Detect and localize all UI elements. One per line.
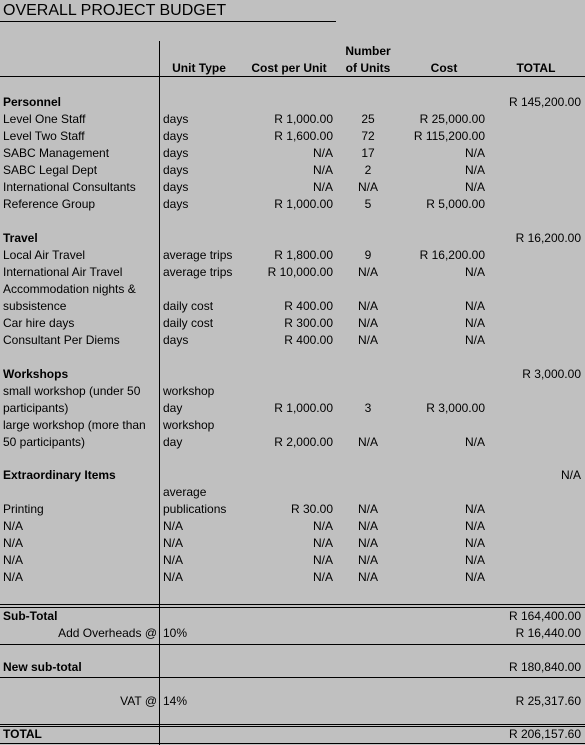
header-number-line2: of Units — [345, 61, 391, 75]
new-subtotal-value: R 180,840.00 — [508, 660, 581, 674]
workshops-row-number-of-units: 3 — [364, 401, 372, 415]
workshops-row-label: small workshop (under 50 — [3, 384, 141, 398]
personnel-row-cost-per-unit: N/A — [312, 146, 333, 160]
workshops-total: R 3,000.00 — [522, 367, 581, 381]
title-underline — [0, 21, 336, 22]
travel-row-label: Consultant Per Diems — [3, 333, 120, 347]
personnel-row-cost-per-unit: R 1,600.00 — [274, 129, 333, 143]
workshops-row-cost-per-unit: R 1,000.00 — [274, 401, 333, 415]
column-divider — [159, 41, 160, 745]
extraordinary-row-number-of-units: N/A — [357, 519, 378, 533]
personnel-row-label: Reference Group — [3, 197, 96, 211]
personnel-row-cost-per-unit: N/A — [312, 163, 333, 177]
travel-row-number-of-units: N/A — [357, 265, 378, 279]
extraordinary-row-label: N/A — [3, 553, 24, 567]
vat-rate: 14% — [163, 694, 188, 708]
travel-row-label: Accommodation nights & — [3, 282, 136, 296]
grand-total-value: R 206,157.60 — [508, 727, 581, 741]
personnel-row-cost: R 5,000.00 — [426, 197, 485, 211]
extraordinary-row-cost-per-unit: N/A — [312, 553, 333, 567]
personnel-row-label: International Consultants — [3, 180, 136, 194]
workshops-row-label: large workshop (more than — [3, 418, 146, 432]
extraordinary-row-unit: N/A — [163, 536, 184, 550]
extraordinary-row-cost: N/A — [464, 502, 485, 516]
header-total: TOTAL — [516, 61, 556, 75]
personnel-row-number-of-units: 2 — [364, 163, 372, 177]
new-subtotal-label: New sub-total — [3, 660, 82, 674]
travel-row-cost-per-unit: R 10,000.00 — [267, 265, 333, 279]
subtotal-value: R 164,400.00 — [508, 609, 581, 623]
travel-row-number-of-units: N/A — [357, 316, 378, 330]
personnel-row-unit: days — [163, 112, 189, 126]
extraordinary-row-number-of-units: N/A — [357, 536, 378, 550]
travel-row-unit: average trips — [163, 265, 233, 279]
header-unit-type: Unit Type — [172, 61, 226, 75]
extraordinary-row-cost: N/A — [464, 519, 485, 533]
personnel-row-number-of-units: 5 — [364, 197, 372, 211]
workshops-row-unit-cont: day — [163, 401, 183, 415]
extraordinary-row-label: N/A — [3, 536, 24, 550]
overheads-label: Add Overheads @ — [58, 626, 157, 640]
extraordinary-row-unit: N/A — [163, 570, 184, 584]
extraordinary-row-label: N/A — [3, 570, 24, 584]
workshops-row-unit: workshop — [163, 418, 215, 432]
extraordinary-heading: Extraordinary Items — [3, 468, 116, 482]
personnel-row-number-of-units: 25 — [361, 112, 375, 126]
personnel-row-unit: days — [163, 197, 189, 211]
travel-row-cost: N/A — [464, 265, 485, 279]
header-divider — [0, 76, 585, 77]
personnel-row-label: SABC Management — [3, 146, 110, 160]
personnel-row-unit: days — [163, 180, 189, 194]
personnel-row-cost: R 115,200.00 — [413, 129, 485, 143]
personnel-row-unit: days — [163, 146, 189, 160]
travel-row-number-of-units: 9 — [364, 248, 372, 262]
extraordinary-row-number-of-units: N/A — [357, 553, 378, 567]
header-cost-per-unit: Cost per Unit — [251, 61, 327, 75]
travel-row-number-of-units: N/A — [357, 299, 378, 313]
vat-value: R 25,317.60 — [515, 694, 581, 708]
travel-row-label: Local Air Travel — [3, 248, 86, 262]
personnel-row-cost-per-unit: R 1,000.00 — [274, 112, 333, 126]
travel-row-cost-per-unit: R 300.00 — [284, 316, 333, 330]
personnel-row-cost: N/A — [464, 146, 485, 160]
extraordinary-row-number-of-units: N/A — [357, 570, 378, 584]
workshops-row-cost: N/A — [464, 435, 485, 449]
extraordinary-row-cost: N/A — [464, 570, 485, 584]
personnel-row-label: Level Two Staff — [3, 129, 85, 143]
vat-divider-top — [0, 677, 585, 678]
extraordinary-row-label: Printing — [3, 502, 44, 516]
extraordinary-row-unit: N/A — [163, 553, 184, 567]
extraordinary-row-unit: N/A — [163, 519, 184, 533]
personnel-total: R 145,200.00 — [508, 95, 581, 109]
workshops-row-number-of-units: N/A — [357, 435, 378, 449]
total-divider-top-2 — [0, 726, 585, 727]
overheads-rate: 10% — [163, 626, 188, 640]
personnel-row-label: Level One Staff — [3, 112, 86, 126]
personnel-row-cost: N/A — [464, 180, 485, 194]
workshops-row-label-cont: 50 participants) — [3, 435, 86, 449]
personnel-row-unit: days — [163, 129, 189, 143]
total-divider-top — [0, 724, 585, 725]
workshops-row-cost-per-unit: R 2,000.00 — [274, 435, 333, 449]
personnel-row-number-of-units: 72 — [361, 129, 375, 143]
travel-row-cost: R 16,200.00 — [419, 248, 485, 262]
travel-heading: Travel — [3, 231, 38, 245]
personnel-row-number-of-units: 17 — [361, 146, 375, 160]
workshops-row-unit-cont: day — [163, 435, 183, 449]
personnel-row-cost: N/A — [464, 163, 485, 177]
subtotal-label: Sub-Total — [3, 609, 58, 623]
summary-divider-top — [0, 604, 585, 605]
personnel-row-cost: R 25,000.00 — [419, 112, 485, 126]
travel-row-label: Car hire days — [3, 316, 75, 330]
grand-total-label: TOTAL — [3, 727, 42, 741]
extraordinary-row-cost-per-unit: N/A — [312, 536, 333, 550]
header-number-line1: Number — [345, 44, 391, 58]
travel-row-unit: days — [163, 333, 189, 347]
new-subtotal-divider — [0, 644, 585, 645]
travel-row-unit: daily cost — [163, 316, 214, 330]
travel-row-cost-per-unit: R 400.00 — [284, 299, 333, 313]
workshops-row-label-cont: participants) — [3, 401, 69, 415]
total-divider-bottom — [0, 743, 585, 744]
travel-row-cost: N/A — [464, 299, 485, 313]
personnel-heading: Personnel — [3, 95, 62, 109]
travel-row-cost: N/A — [464, 316, 485, 330]
extraordinary-row-label: N/A — [3, 519, 24, 533]
travel-row-cost-per-unit: R 400.00 — [284, 333, 333, 347]
extraordinary-row-unit-cont: publications — [163, 502, 227, 516]
workshops-row-unit: workshop — [163, 384, 215, 398]
extraordinary-row-number-of-units: N/A — [357, 502, 378, 516]
page-title: OVERALL PROJECT BUDGET — [3, 2, 227, 19]
extraordinary-row-cost-per-unit: N/A — [312, 519, 333, 533]
overheads-value: R 16,440.00 — [515, 626, 581, 640]
travel-row-unit: average trips — [163, 248, 233, 262]
extraordinary-row-cost: N/A — [464, 553, 485, 567]
travel-row-cost: N/A — [464, 333, 485, 347]
workshops-heading: Workshops — [3, 367, 69, 381]
personnel-row-unit: days — [163, 163, 189, 177]
personnel-row-cost-per-unit: R 1,000.00 — [274, 197, 333, 211]
travel-row-label: International Air Travel — [3, 265, 123, 279]
extraordinary-row-cost-per-unit: N/A — [312, 570, 333, 584]
workshops-row-cost: R 3,000.00 — [426, 401, 485, 415]
personnel-row-cost-per-unit: N/A — [312, 180, 333, 194]
extraordinary-row-unit: average — [163, 485, 207, 499]
personnel-row-number-of-units: N/A — [357, 180, 378, 194]
travel-row-cost-per-unit: R 1,800.00 — [274, 248, 333, 262]
travel-row-label-cont: subsistence — [3, 299, 67, 313]
extraordinary-total: N/A — [560, 468, 581, 482]
vat-label: VAT @ — [120, 694, 157, 708]
travel-total: R 16,200.00 — [515, 231, 581, 245]
travel-row-number-of-units: N/A — [357, 333, 378, 347]
summary-divider-top-2 — [0, 607, 585, 608]
extraordinary-row-cost: N/A — [464, 536, 485, 550]
travel-row-unit: daily cost — [163, 299, 214, 313]
extraordinary-row-cost-per-unit: R 30.00 — [290, 502, 333, 516]
personnel-row-label: SABC Legal Dept — [3, 163, 98, 177]
header-cost: Cost — [430, 61, 458, 75]
